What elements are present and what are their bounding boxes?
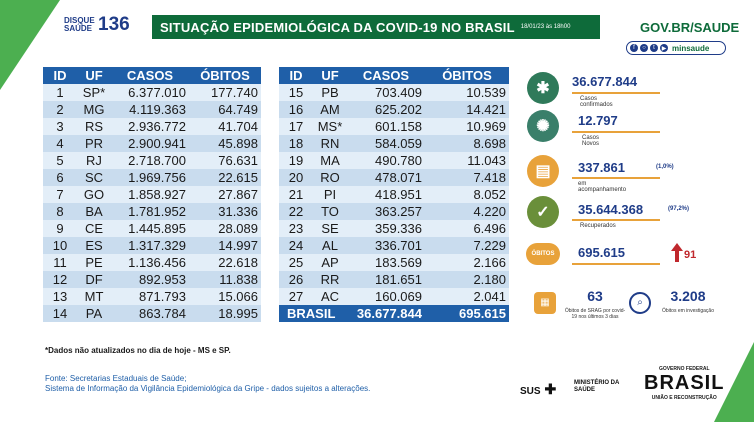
cell-obitos: 2.180 — [425, 271, 509, 288]
instagram-icon: ○ — [640, 44, 648, 52]
cell-uf: AM — [313, 101, 347, 118]
cell-id: 4 — [43, 135, 77, 152]
table-header-row — [279, 67, 509, 84]
cell-casos: 703.409 — [347, 84, 425, 101]
cell-casos: 2.718.700 — [111, 152, 189, 169]
header-casos: CASOS — [347, 67, 425, 84]
source-text — [45, 374, 370, 394]
cell-obitos: 7.229 — [425, 237, 509, 254]
novos-value: 12.797 — [578, 113, 618, 128]
cell-obitos: 11.838 — [189, 271, 261, 288]
table-row — [279, 84, 509, 101]
acompanhamento-label: em acompanhamento — [578, 181, 627, 193]
cell-casos: 625.202 — [347, 101, 425, 118]
disque-label: DISQUE SAÚDE — [64, 16, 95, 33]
table-row — [43, 101, 261, 118]
cell-id: 3 — [43, 118, 77, 135]
cell-casos: 160.069 — [347, 288, 425, 305]
table-row — [279, 254, 509, 271]
table-row — [279, 203, 509, 220]
disque-number: 136 — [98, 14, 130, 35]
confirmados-value: 36.677.844 — [572, 74, 638, 89]
cell-casos: 1.781.952 — [111, 203, 189, 220]
cell-id: 2 — [43, 101, 77, 118]
cell-id: 1 — [43, 84, 77, 101]
table-row — [43, 84, 261, 101]
cell-uf: PI — [313, 186, 347, 203]
cell-id: 16 — [279, 101, 313, 118]
cell-uf: GO — [77, 186, 111, 203]
cell-casos: 2.900.941 — [111, 135, 189, 152]
table-row — [43, 254, 261, 271]
header-id: ID — [43, 67, 77, 84]
cell-uf: RS — [77, 118, 111, 135]
total-row — [279, 305, 509, 322]
cell-id: 27 — [279, 288, 313, 305]
cell-uf: PB — [313, 84, 347, 101]
cell-id: 22 — [279, 203, 313, 220]
cell-id: 24 — [279, 237, 313, 254]
sus-logo — [520, 381, 556, 398]
cell-obitos: 4.220 — [425, 203, 509, 220]
cell-id: 19 — [279, 152, 313, 169]
states-table-left — [43, 67, 261, 322]
investigacao-icon-wrap — [626, 292, 654, 314]
recuperados-line — [572, 219, 660, 221]
recuperados-pct: (97,2%) — [668, 206, 690, 212]
header-uf: UF — [77, 67, 111, 84]
gov-top-text: GOVERNO FEDERAL — [658, 366, 710, 372]
table-row — [279, 101, 509, 118]
cell-obitos: 64.749 — [189, 101, 261, 118]
srag-value: 63 — [587, 288, 603, 304]
cell-obitos: 31.336 — [189, 203, 261, 220]
cell-id: 15 — [279, 84, 313, 101]
gov-bottom-text: UNIÃO E RECONSTRUÇÃO — [651, 395, 717, 401]
social-bar — [626, 41, 726, 55]
cell-uf: AC — [313, 288, 347, 305]
cell-id: 25 — [279, 254, 313, 271]
cell-obitos: 22.615 — [189, 169, 261, 186]
cell-obitos: 41.704 — [189, 118, 261, 135]
recuperados-label: Recuperados — [580, 223, 616, 229]
table-row — [279, 152, 509, 169]
table-row — [279, 186, 509, 203]
table-row — [279, 237, 509, 254]
table-row — [43, 169, 261, 186]
cell-id: 13 — [43, 288, 77, 305]
cell-casos: 1.969.756 — [111, 169, 189, 186]
cell-uf: MT — [77, 288, 111, 305]
acompanhamento-line — [572, 177, 660, 179]
srag-block — [564, 288, 626, 320]
srag-label: Óbitos de SRAG por covid-19 nos últimos 3 dias — [564, 308, 626, 320]
cell-casos: 871.793 — [111, 288, 189, 305]
cell-obitos: 8.698 — [425, 135, 509, 152]
cell-id: 20 — [279, 169, 313, 186]
cell-id: 5 — [43, 152, 77, 169]
investigacao-label: Óbitos em investigação — [662, 308, 714, 314]
novos-line — [572, 131, 660, 133]
acompanhamento-value: 337.861 — [578, 160, 625, 175]
cell-casos: 6.377.010 — [111, 84, 189, 101]
table-row — [279, 220, 509, 237]
cell-obitos: 10.539 — [425, 84, 509, 101]
cell-id: 8 — [43, 203, 77, 220]
cell-casos: 863.784 — [111, 305, 189, 322]
table-row — [43, 118, 261, 135]
total-casos: 36.677.844 — [347, 305, 425, 322]
cell-obitos: 22.618 — [189, 254, 261, 271]
cell-uf: RJ — [77, 152, 111, 169]
cell-obitos: 11.043 — [425, 152, 509, 169]
recovered-icon: ✓ — [527, 196, 559, 228]
cell-uf: RO — [313, 169, 347, 186]
cell-obitos: 18.995 — [189, 305, 261, 322]
total-label: BRASIL — [279, 305, 347, 322]
table-row — [43, 203, 261, 220]
header-obitos: ÓBITOS — [425, 67, 509, 84]
table-row — [43, 305, 261, 322]
cell-id: 17 — [279, 118, 313, 135]
cell-uf: MG — [77, 101, 111, 118]
table-row — [43, 152, 261, 169]
cell-casos: 1.858.927 — [111, 186, 189, 203]
cell-casos: 601.158 — [347, 118, 425, 135]
magnifier-icon: ⌕ — [629, 292, 651, 314]
cell-uf: MS* — [313, 118, 347, 135]
cell-id: 26 — [279, 271, 313, 288]
cell-obitos: 7.418 — [425, 169, 509, 186]
table-row — [279, 135, 509, 152]
cell-casos: 584.059 — [347, 135, 425, 152]
cell-casos: 1.445.895 — [111, 220, 189, 237]
header-uf: UF — [313, 67, 347, 84]
cell-uf: SP* — [77, 84, 111, 101]
header-id: ID — [279, 67, 313, 84]
table-row — [43, 220, 261, 237]
clipboard-icon: ▤ — [527, 155, 559, 187]
table-row — [43, 288, 261, 305]
table-row — [279, 288, 509, 305]
cell-uf: AP — [313, 254, 347, 271]
cell-id: 21 — [279, 186, 313, 203]
cell-casos: 183.569 — [347, 254, 425, 271]
source-line-2: Sistema de Informação da Vigilância Epidemiológica da Gripe - dados sujeitos a alterações. — [45, 384, 371, 393]
gov-federal-logo — [644, 366, 724, 401]
cell-obitos: 15.066 — [189, 288, 261, 305]
plus-icon: ✚ — [540, 381, 557, 397]
title-bar — [152, 15, 600, 39]
table-row — [279, 118, 509, 135]
cell-obitos: 8.052 — [425, 186, 509, 203]
acompanhamento-pct: (1,0%) — [656, 164, 674, 170]
obitos-line — [572, 263, 660, 265]
total-obitos: 695.615 — [425, 305, 509, 322]
cell-casos: 490.780 — [347, 152, 425, 169]
cell-obitos: 76.631 — [189, 152, 261, 169]
cell-id: 18 — [279, 135, 313, 152]
cell-uf: AL — [313, 237, 347, 254]
table-row — [43, 186, 261, 203]
obitos-value: 695.615 — [578, 245, 625, 260]
cell-obitos: 6.496 — [425, 220, 509, 237]
cell-obitos: 28.089 — [189, 220, 261, 237]
cell-uf: PA — [77, 305, 111, 322]
obitos-new: 91 — [684, 249, 697, 261]
cell-casos: 4.119.363 — [111, 101, 189, 118]
table-row — [43, 135, 261, 152]
novos-label: Casos Novos — [582, 135, 600, 147]
page-title: SITUAÇÃO EPIDEMIOLÓGICA DA COVID-19 NO BRASIL — [160, 19, 515, 35]
ministerio-logo: MINISTÉRIO DA SAÚDE — [574, 380, 620, 393]
facebook-icon: f — [630, 44, 638, 52]
cell-obitos: 2.041 — [425, 288, 509, 305]
table-row — [279, 271, 509, 288]
cell-id: 7 — [43, 186, 77, 203]
footnote: *Dados não atualizados no dia de hoje - MS e SP. — [45, 346, 231, 355]
obitos-badge: ÓBITOS — [526, 243, 560, 265]
cell-id: 9 — [43, 220, 77, 237]
cell-uf: RN — [313, 135, 347, 152]
cell-uf: SC — [77, 169, 111, 186]
cell-id: 11 — [43, 254, 77, 271]
header-obitos: ÓBITOS — [189, 67, 261, 84]
source-line-1: Fonte: Secretarias Estaduais de Saúde; — [45, 374, 187, 383]
cell-obitos: 2.166 — [425, 254, 509, 271]
calendar-icon: ▦ — [534, 292, 556, 314]
cell-uf: CE — [77, 220, 111, 237]
cell-uf: TO — [313, 203, 347, 220]
virus-icon: ✱ — [527, 72, 559, 104]
cell-uf: PE — [77, 254, 111, 271]
twitter-icon: t — [650, 44, 658, 52]
table-row — [43, 271, 261, 288]
disque-saude-logo — [64, 14, 130, 36]
cell-casos: 1.317.329 — [111, 237, 189, 254]
stat-srag — [530, 292, 560, 314]
cell-casos: 1.136.456 — [111, 254, 189, 271]
cell-uf: BA — [77, 203, 111, 220]
gov-main-text: BRASIL — [644, 372, 725, 394]
cell-id: 12 — [43, 271, 77, 288]
confirmados-label: Casos confirmados — [580, 96, 613, 108]
cell-casos: 363.257 — [347, 203, 425, 220]
cell-uf: MA — [313, 152, 347, 169]
youtube-icon: ▶ — [661, 45, 667, 52]
recuperados-value: 35.644.368 — [578, 202, 644, 217]
cell-obitos: 45.898 — [189, 135, 261, 152]
gov-site-link[interactable]: GOV.BR/SAUDE — [640, 20, 740, 35]
cell-casos: 892.953 — [111, 271, 189, 288]
confirmados-line — [572, 92, 660, 94]
cell-casos: 359.336 — [347, 220, 425, 237]
cell-casos: 418.951 — [347, 186, 425, 203]
cell-obitos: 177.740 — [189, 84, 261, 101]
cell-id: 23 — [279, 220, 313, 237]
cell-id: 10 — [43, 237, 77, 254]
investigacao-block — [656, 288, 720, 314]
cell-id: 6 — [43, 169, 77, 186]
cell-uf: ES — [77, 237, 111, 254]
cell-casos: 2.936.772 — [111, 118, 189, 135]
cell-obitos: 27.867 — [189, 186, 261, 203]
cell-uf: DF — [77, 271, 111, 288]
report-date: 18/01/23 às 18h00 — [520, 24, 571, 30]
investigacao-value: 3.208 — [670, 288, 706, 304]
cell-uf: SE — [313, 220, 347, 237]
arrow-up-stem — [675, 250, 679, 262]
table-header-row — [43, 67, 261, 84]
cell-obitos: 10.969 — [425, 118, 509, 135]
cell-obitos: 14.421 — [425, 101, 509, 118]
virus-cluster-icon: ✺ — [527, 110, 559, 142]
cell-casos: 336.701 — [347, 237, 425, 254]
table-row — [43, 237, 261, 254]
cell-uf: PR — [77, 135, 111, 152]
table-row — [279, 169, 509, 186]
sus-text: SUS — [520, 386, 541, 397]
header-casos: CASOS — [111, 67, 189, 84]
social-handle: minsaude — [672, 43, 710, 53]
cell-id: 14 — [43, 305, 77, 322]
cell-casos: 478.071 — [347, 169, 425, 186]
cell-obitos: 14.997 — [189, 237, 261, 254]
cell-uf: RR — [313, 271, 347, 288]
cell-casos: 181.651 — [347, 271, 425, 288]
states-table-right — [279, 67, 509, 322]
